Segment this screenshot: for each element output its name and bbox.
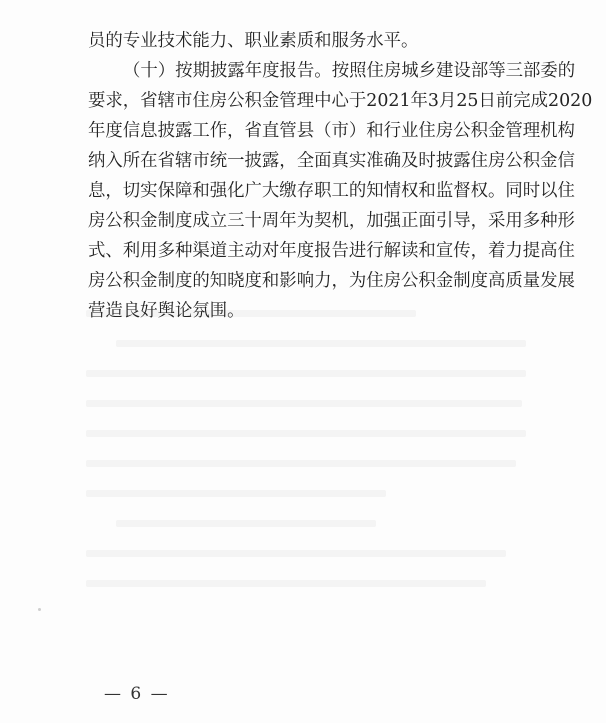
text-line: 营造良好舆论氛围。 [88,301,245,321]
text-line: 房公积金制度的知晓度和影响力，为住房公积金制度高质量发展 [88,271,575,291]
text-line: 房公积金制度成立三十周年为契机，加强正面引导，采用多种形 [88,211,575,231]
paper-speck [38,608,41,611]
text-line: 纳入所在省辖市统一披露，全面真实准确及时披露住房公积金信 [88,151,575,171]
text-line: 要求，省辖市住房公积金管理中心于2021年3月25日前完成2020 [88,91,593,111]
reverse-side-bleed-through [86,298,536,598]
section-ten-heading-line: （十）按期披露年度报告。按照住房城乡建设部等三部委的 [123,61,576,81]
body-text [88,26,593,326]
text-line: 式、利用多种渠道主动对年度报告进行解读和宣传，着力提高住 [88,241,575,261]
text-line: 息，切实保障和强化广大缴存职工的知情权和监督权。同时以住 [88,181,575,201]
text-line: 员的专业技术能力、职业素质和服务水平。 [88,31,419,51]
text-line: 年度信息披露工作，省直管县（市）和行业住房公积金管理机构 [88,121,575,141]
page-number: — 6 — [104,684,170,704]
